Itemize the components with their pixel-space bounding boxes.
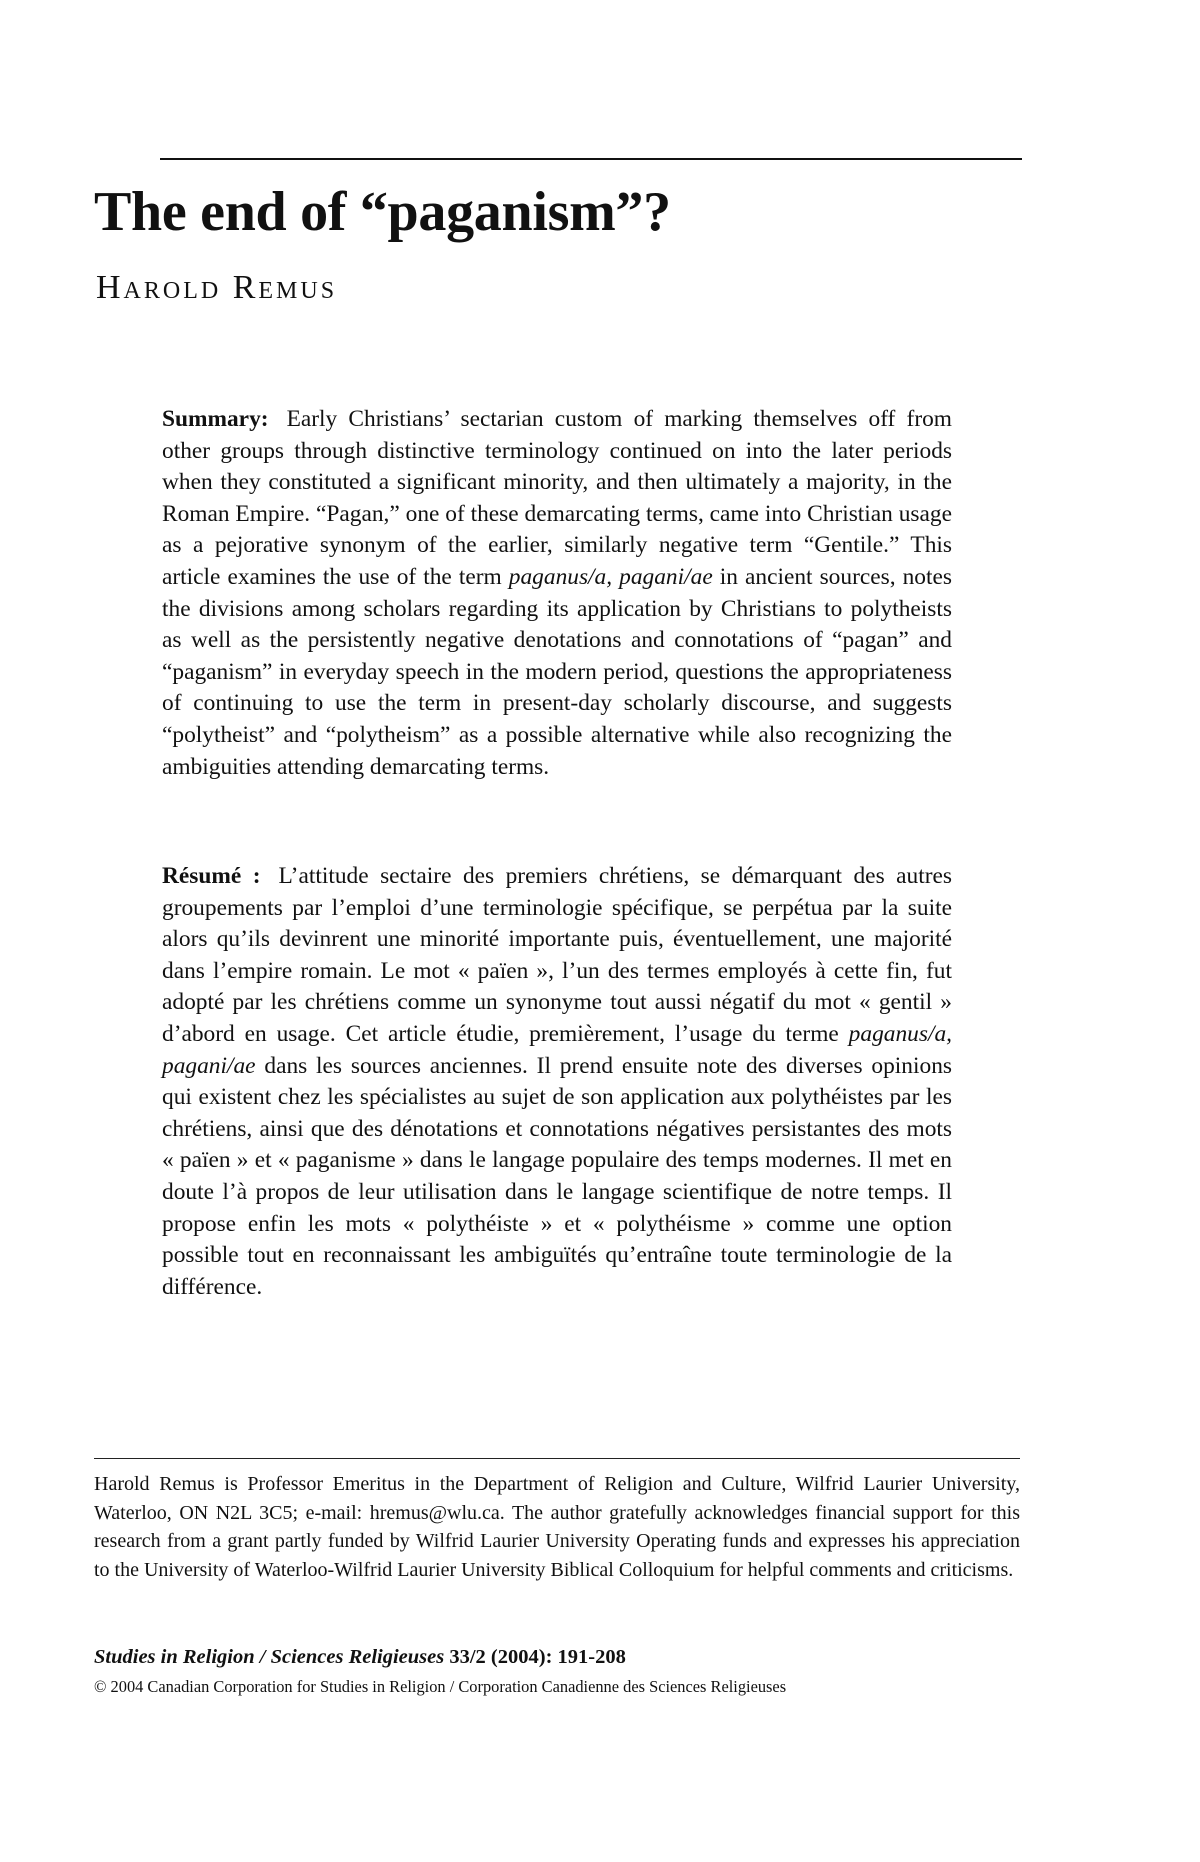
abstract-english-latin-term: paganus/a, pagani/ae [508,563,713,590]
abstract-english [162,404,952,783]
abstract-english-text: Early Christians’ sectarian custom of marking themselves off from other groups through distinctive terminology continued on into the later periods when they constituted a significant minority, and then ultimately a majority, in the Roman Empire. “Pagan,” one of these demarcating terms, came into Christian usage as a pejorative synonym of the earlier, similarly negative term “Gentile.” This article examines the use of the term [162,406,952,590]
abstract-english-text-cont: in ancient sources, notes the divisions among scholars regarding its application by Christians to polytheists as well as the persistently negative denotations and connotations of “pagan” and “paganism” in everyday speech in the modern period, questions the appropriateness of continuing to use the term in present-day scholarly discourse, and suggests “polytheist” and “polytheism” as a possible alternative while also recognizing the ambiguities attending demarcating terms. [162,563,952,780]
article-title: The end of “paganism”? [94,181,671,243]
abstract-french [162,861,952,1303]
abstract-french-text: L’attitude sectaire des premiers chrétiens, se démarquant des autres groupements par l’emploi d’une terminologie spécifique, se perpétua par la suite alors qu’ils devinrent une minorité importante puis, éventuellement, une majorité dans l’empire romain. Le mot « païen », l’un des termes employés à cette fin, fut adopté par les chrétiens comme un synonyme tout aussi négatif du mot « gentil » d’abord en usage. Cet article étudie, premièrement, l’usage du terme [162,863,952,1047]
abstract-french-text-cont: dans les sources anciennes. Il prend ensuite note des diverses opinions qui existent chez les spécialistes au sujet de son application aux polythéistes par les chrétiens, ainsi que des dénotations et connotations négatives persistantes des mots « païen » et « paganisme » dans le langage populaire des temps modernes. Il met en doute l’à propos de leur utilisation dans le langage scientifique de notre temps. Il propose enfin les mots « polythéiste » et « polythéisme » comme une option possible tout en reconnaissant les ambiguïtés qu’entraîne toute terminologie de la différence. [162,1052,952,1300]
journal-name: Studies in Religion / Sciences Religieuses [94,1646,445,1668]
abstract-english-label: Summary: [162,406,269,432]
article-author: Harold Remus [96,269,338,306]
abstract-french-label: Résumé : [162,863,261,889]
title-rule [160,158,1022,160]
abstract-french-latin-term: paganus/a, pagani/ae [162,1020,952,1079]
copyright-line: © 2004 Canadian Corporation for Studies in Religion / Corporation Canadienne des Sciences Religieuses [94,1677,787,1696]
footnote-rule [94,1458,1020,1459]
journal-citation [94,1643,626,1671]
journal-issue-pages: 33/2 (2004): 191-208 [449,1646,626,1668]
author-affiliation-note: Harold Remus is Professor Emeritus in the Department of Religion and Culture, Wilfrid Laurier University, Waterloo, ON N2L 3C5; e-mail: hremus@wlu.ca. The author gratefully acknowledges financial support for this research from a grant partly funded by Wilfrid Laurier University Operating funds and expresses his appreciation to the University of Waterloo-Wilfrid Laurier University Biblical Colloquium for helpful comments and criticisms. [94,1473,1020,1581]
